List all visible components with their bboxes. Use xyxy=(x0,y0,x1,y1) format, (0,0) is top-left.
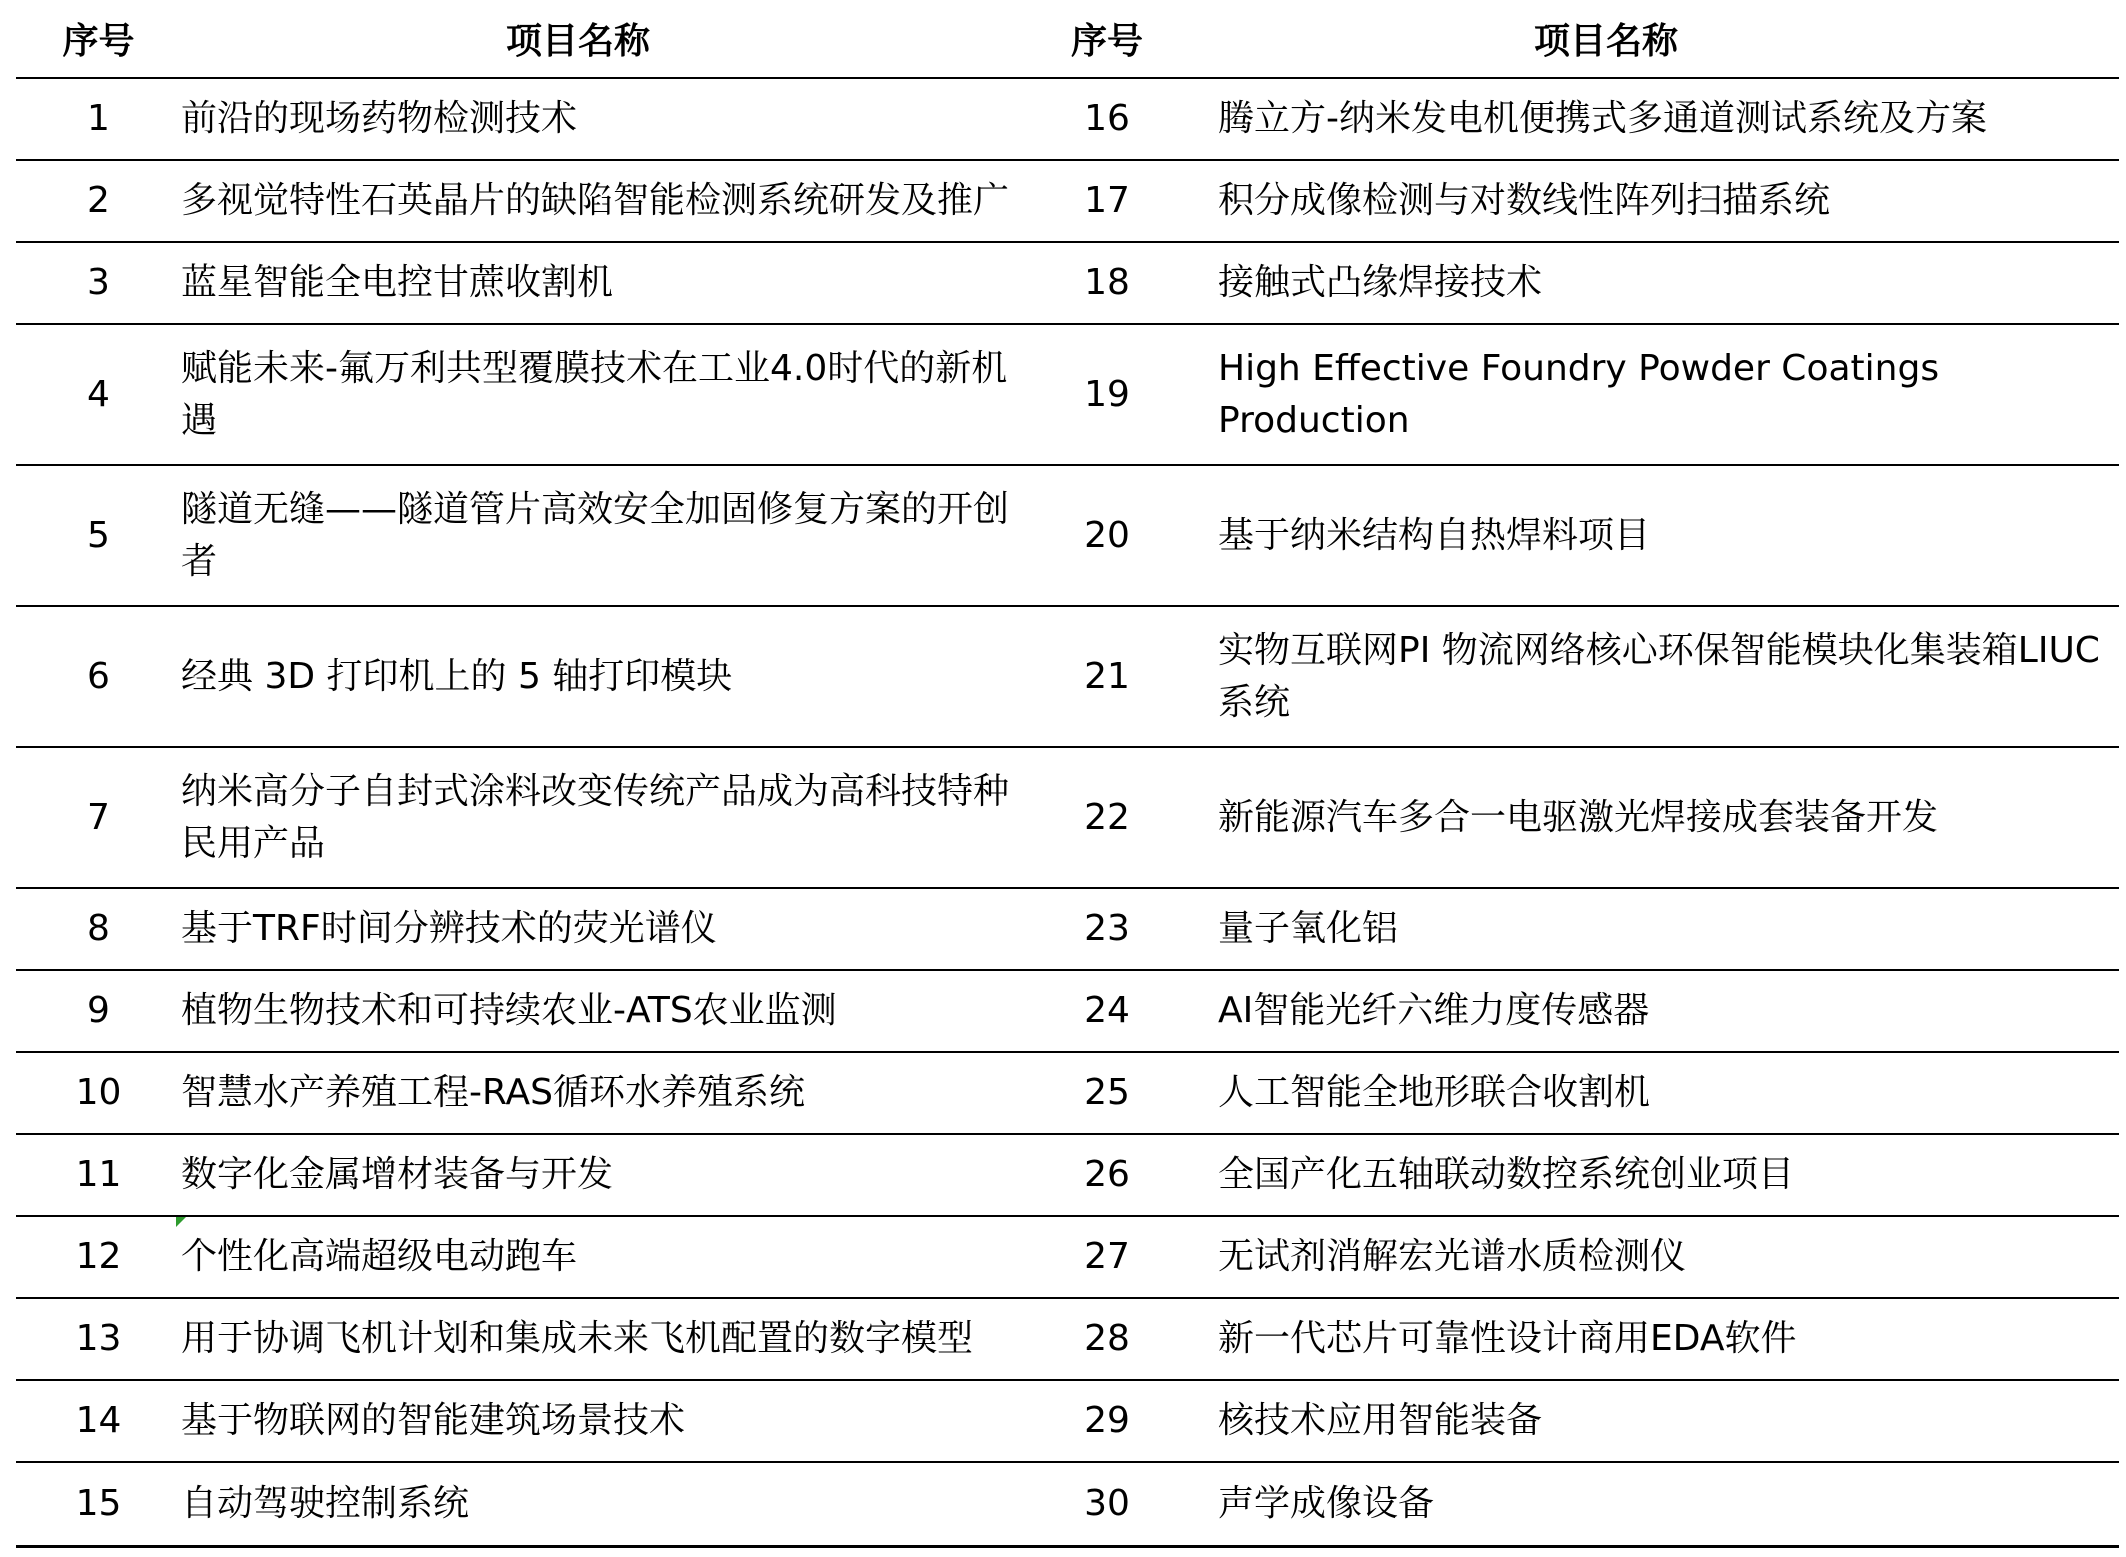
serial-cell: 16 xyxy=(1025,78,1189,160)
project-name-cell: 隧道无缝——隧道管片高效安全加固修复方案的开创者 xyxy=(181,465,1025,606)
project-name-cell: 全国产化五轴联动数控系统创业项目 xyxy=(1189,1134,2119,1216)
serial-cell: 3 xyxy=(16,242,181,324)
table-row xyxy=(16,1216,2119,1298)
project-name-cell: 基于纳米结构自热焊料项目 xyxy=(1189,465,2119,606)
project-name-cell: 前沿的现场药物检测技术 xyxy=(181,78,1025,160)
project-name-cell: 个性化高端超级电动跑车 xyxy=(181,1216,1025,1298)
table-header xyxy=(16,0,2119,78)
project-name-cell: High Effective Foundry Powder Coatings Production xyxy=(1189,324,2119,465)
serial-cell: 20 xyxy=(1025,465,1189,606)
serial-cell: 30 xyxy=(1025,1462,1189,1546)
table-row xyxy=(16,606,2119,747)
serial-cell: 12 xyxy=(16,1216,181,1298)
serial-cell: 14 xyxy=(16,1380,181,1462)
table-row xyxy=(16,1462,2119,1546)
serial-cell: 28 xyxy=(1025,1298,1189,1380)
table-row xyxy=(16,160,2119,242)
serial-cell: 26 xyxy=(1025,1134,1189,1216)
project-name-cell: 植物生物技术和可持续农业-ATS农业监测 xyxy=(181,970,1025,1052)
table-row xyxy=(16,747,2119,888)
serial-cell: 13 xyxy=(16,1298,181,1380)
table-body xyxy=(16,78,2119,1546)
serial-cell: 21 xyxy=(1025,606,1189,747)
project-name-cell: 人工智能全地形联合收割机 xyxy=(1189,1052,2119,1134)
project-name-cell: 无试剂消解宏光谱水质检测仪 xyxy=(1189,1216,2119,1298)
project-name-cell: 新能源汽车多合一电驱激光焊接成套装备开发 xyxy=(1189,747,2119,888)
table-row xyxy=(16,1380,2119,1462)
header-serial-left: 序号 xyxy=(16,0,181,78)
table-row xyxy=(16,1298,2119,1380)
serial-cell: 19 xyxy=(1025,324,1189,465)
header-row xyxy=(16,0,2119,78)
serial-cell: 27 xyxy=(1025,1216,1189,1298)
serial-cell: 17 xyxy=(1025,160,1189,242)
project-name-cell: 数字化金属增材装备与开发 xyxy=(181,1134,1025,1216)
project-name-cell: 量子氧化铝 xyxy=(1189,888,2119,970)
serial-cell: 23 xyxy=(1025,888,1189,970)
table-row xyxy=(16,888,2119,970)
serial-cell: 22 xyxy=(1025,747,1189,888)
project-name-cell: 多视觉特性石英晶片的缺陷智能检测系统研发及推广 xyxy=(181,160,1025,242)
project-table-container xyxy=(16,0,2119,1548)
serial-cell: 6 xyxy=(16,606,181,747)
project-name-cell: 基于TRF时间分辨技术的荧光谱仪 xyxy=(181,888,1025,970)
project-name-cell: 智慧水产养殖工程-RAS循环水养殖系统 xyxy=(181,1052,1025,1134)
header-project-name-left: 项目名称 xyxy=(181,0,1025,78)
project-name-cell: 基于物联网的智能建筑场景技术 xyxy=(181,1380,1025,1462)
serial-cell: 1 xyxy=(16,78,181,160)
serial-cell: 11 xyxy=(16,1134,181,1216)
serial-cell: 29 xyxy=(1025,1380,1189,1462)
table-row xyxy=(16,1134,2119,1216)
serial-cell: 7 xyxy=(16,747,181,888)
project-name-cell: 腾立方-纳米发电机便携式多通道测试系统及方案 xyxy=(1189,78,2119,160)
project-name-cell: 核技术应用智能装备 xyxy=(1189,1380,2119,1462)
serial-cell: 9 xyxy=(16,970,181,1052)
project-name-cell: 声学成像设备 xyxy=(1189,1462,2119,1546)
table-row xyxy=(16,78,2119,160)
project-name-cell: 蓝星智能全电控甘蔗收割机 xyxy=(181,242,1025,324)
serial-cell: 25 xyxy=(1025,1052,1189,1134)
serial-cell: 10 xyxy=(16,1052,181,1134)
project-name-cell: 赋能未来-氟万利共型覆膜技术在工业4.0时代的新机遇 xyxy=(181,324,1025,465)
serial-cell: 2 xyxy=(16,160,181,242)
header-project-name-right: 项目名称 xyxy=(1189,0,2119,78)
table-row xyxy=(16,242,2119,324)
project-name-cell: 自动驾驶控制系统 xyxy=(181,1462,1025,1546)
project-name-cell: 经典 3D 打印机上的 5 轴打印模块 xyxy=(181,606,1025,747)
project-name-cell: 新一代芯片可靠性设计商用EDA软件 xyxy=(1189,1298,2119,1380)
header-serial-right: 序号 xyxy=(1025,0,1189,78)
project-name-cell: 积分成像检测与对数线性阵列扫描系统 xyxy=(1189,160,2119,242)
cell-comment-marker-icon xyxy=(176,1217,186,1227)
project-table xyxy=(16,0,2119,1548)
serial-cell: 5 xyxy=(16,465,181,606)
table-row xyxy=(16,465,2119,606)
serial-cell: 15 xyxy=(16,1462,181,1546)
table-row xyxy=(16,970,2119,1052)
project-name-cell: 接触式凸缘焊接技术 xyxy=(1189,242,2119,324)
project-name-cell: 实物互联网PI 物流网络核心环保智能模块化集装箱LIUC系统 xyxy=(1189,606,2119,747)
project-name-cell: 用于协调飞机计划和集成未来飞机配置的数字模型 xyxy=(181,1298,1025,1380)
serial-cell: 4 xyxy=(16,324,181,465)
table-row xyxy=(16,1052,2119,1134)
table-row xyxy=(16,324,2119,465)
serial-cell: 8 xyxy=(16,888,181,970)
project-name-cell: 纳米高分子自封式涂料改变传统产品成为高科技特种民用产品 xyxy=(181,747,1025,888)
project-name-cell: AI智能光纤六维力度传感器 xyxy=(1189,970,2119,1052)
serial-cell: 18 xyxy=(1025,242,1189,324)
serial-cell: 24 xyxy=(1025,970,1189,1052)
